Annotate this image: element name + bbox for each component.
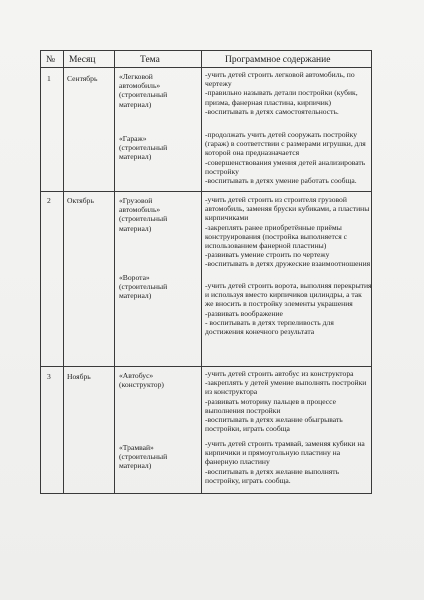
row-3-topic-2-theme: «Трамвай» (строительный материал): [119, 443, 168, 471]
row-2-topic-1-theme: «Грузовой автомобиль» (строительный материал): [119, 196, 168, 233]
row-2-topic-2-theme: «Ворота» (строительный материал): [119, 273, 168, 301]
row-3-topic-1-content: -учить детей строить автобус из конструктора -закреплять у детей умение выполнять постройки из конструктора -развивать моторику пальцев в процессе выполнения постройки -воспитывать в детях желание обыгрывать постройки, играть сообща: [205, 369, 367, 434]
row-1-topic-2-theme: «Гараж» (строительный материал): [119, 134, 168, 162]
divider-num: [63, 51, 64, 493]
row-3-num: 3: [47, 372, 51, 381]
row-1-topic-2-content: -продолжать учить детей сооружать постройку (гараж) в соответствии с размерами игрушки, для которой она предназначается -совершенствования умения детей анализировать постройку -воспитывать в детях умение работать сообща.: [205, 130, 366, 186]
row-1-month: Сентябрь: [67, 74, 98, 83]
row-3-topic-1-theme: «Автобус» (конструктор): [119, 371, 164, 390]
header-rule: [41, 67, 371, 68]
divider-theme: [201, 51, 202, 493]
row-2-month: Октябрь: [67, 196, 94, 205]
row-1-topic-1-content: -учить детей строить легковой автомобиль, по чертежу -правильно называть детали постройки (кубик, призма, фанерная пластина, кирпичик) -воспитывать в детях самостоятельность.: [205, 70, 358, 116]
row-1-num: 1: [47, 74, 51, 83]
row-1-topic-1-theme: «Легковой автомобиль» (строительный материал): [119, 72, 168, 109]
header-theme: Тема: [140, 55, 160, 65]
row-2-num: 2: [47, 196, 51, 205]
header-month: Месяц: [69, 55, 96, 65]
row-2-topic-2-content: -учить детей строить ворота, выполняя перекрытия и используя вместо кирпичиков цилиндры, а так же вносить в постройку элементы украшения -развивать воображение - воспитывать в детях терпеливость для достижения конечного результата: [205, 281, 372, 337]
divider-month: [114, 51, 115, 493]
row-rule-2: [41, 366, 371, 367]
row-3-month: Ноябрь: [67, 372, 91, 381]
row-2-topic-1-content: -учить детей строить из строителя грузовой автомобиль, заменяя бруски кубиками, а пластины кирпичиками -закреплять ранее приобретённые приёмы конструирования (постройка выполняется с использованием фанерной пластины) -развивать умение строить по чертежу -воспитывать в детях дружеские взаимоотношения: [205, 195, 371, 269]
header-content: Программное содержание: [225, 55, 331, 65]
plan-table: [40, 50, 372, 494]
row-3-topic-2-content: -учить детей строить трамвай, заменяя кубики на кирпичики и прямоугольную пластину на фанерную пластину -воспитывать в детях желание выполнять постройку, играть сообща.: [205, 439, 365, 485]
row-rule-1: [41, 191, 371, 192]
header-num: №: [46, 55, 56, 65]
